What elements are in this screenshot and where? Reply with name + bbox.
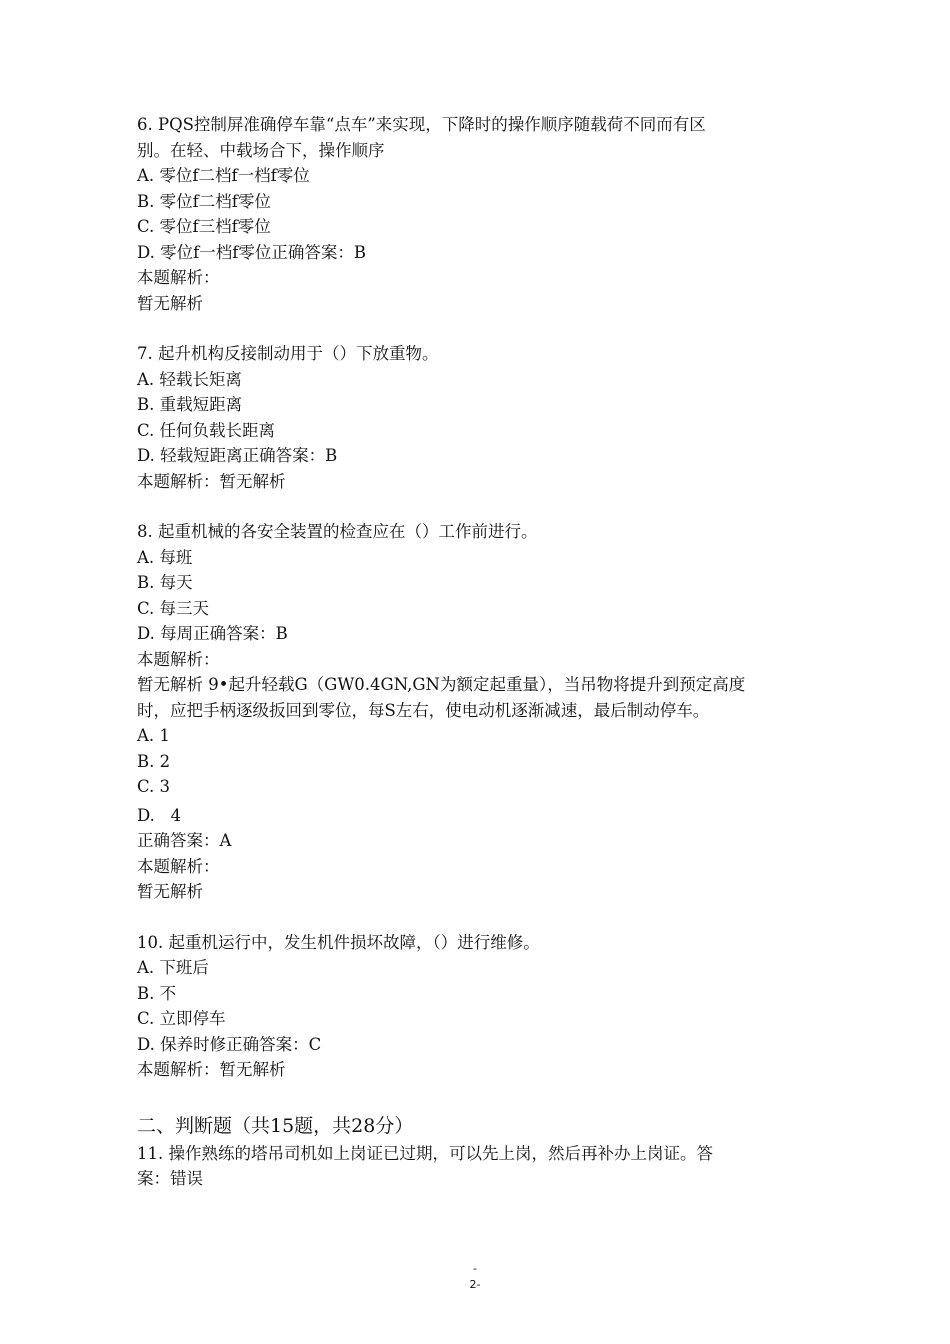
option-a: A. 1	[137, 726, 170, 745]
option-a: A. 下班后	[137, 958, 209, 977]
analysis-label: 本题解析：	[137, 268, 220, 287]
question-text: 7. 起升机构反接制动用于（）下放重物。	[137, 344, 439, 363]
page-number: 2-	[469, 1278, 481, 1291]
option-a: A. 零位f二档f一档f零位	[137, 166, 310, 185]
question-7	[137, 341, 827, 494]
option-b: B. 不	[137, 983, 177, 1003]
question-text: 8. 起重机械的各安全装置的检查应在（）工作前进行。	[137, 522, 538, 541]
option-c: C. 每三天	[137, 598, 210, 618]
option-c: C. 立即停车	[137, 1009, 226, 1028]
question-8	[137, 519, 827, 672]
question-6	[137, 112, 827, 316]
question-11	[137, 1141, 827, 1192]
option-d: D. 保养时修正确答案：C	[137, 1034, 322, 1054]
option-d: D. 每周正确答案：B	[137, 624, 288, 643]
option-b: B. 零位f二档f零位	[137, 191, 271, 211]
option-d: D. 4	[137, 805, 182, 825]
option-b: B. 2	[137, 751, 171, 771]
analysis-text: 暂无解析	[137, 882, 203, 901]
analysis-text: 暂无解析	[137, 293, 203, 313]
option-c: C. 3	[137, 777, 171, 796]
question-text: 别。在轻、中载场合下，操作顺序	[137, 140, 385, 160]
analysis-label: 本题解析：	[137, 856, 220, 876]
analysis-text: 本题解析：暂无解析	[137, 1060, 286, 1079]
document-body	[137, 112, 827, 1192]
question-10	[137, 930, 827, 1083]
option-c: C. 任何负载长距离	[137, 420, 276, 440]
question-text: 10. 起重机运行中，发生机件损坏故障，（）进行维修。	[137, 932, 540, 952]
answer-text: 正确答案：A	[137, 831, 232, 850]
analysis-label: 本题解析：	[137, 649, 220, 669]
question-text: 案：错误	[137, 1169, 203, 1188]
option-c: C. 零位f三档f零位	[137, 217, 271, 236]
footer-dash: -	[473, 1262, 477, 1275]
section-heading: 二、判断题（共15题，共28分）	[137, 1114, 414, 1137]
question-text: 11. 操作熟练的塔吊司机如上岗证已过期，可以先上岗，然后再补办上岗证。答	[137, 1143, 713, 1163]
option-b: B. 每天	[137, 573, 193, 592]
question-text: 暂无解析 9•起升轻载G（GW0.4GN,GN为额定起重量），当吊物将提升到预定高度	[137, 675, 746, 694]
option-d: D. 轻载短距离正确答案：B	[137, 446, 338, 465]
analysis-text: 本题解析：暂无解析	[137, 471, 286, 491]
option-a: A. 轻载长矩离	[137, 369, 242, 389]
option-d: D. 零位f一档f零位正确答案：B	[137, 242, 366, 262]
option-b: B. 重载短距离	[137, 395, 243, 414]
question-text: 时，应把手柄逐级扳回到零位，每S左右，使电动机逐渐减速，最后制动停车。	[137, 700, 710, 720]
option-a: A. 每班	[137, 547, 193, 567]
question-text: 6. PQS控制屏准确停车靠“点车”来实现，下降时的操作顺序随载荷不同而有区	[137, 115, 706, 134]
question-9	[137, 672, 827, 905]
